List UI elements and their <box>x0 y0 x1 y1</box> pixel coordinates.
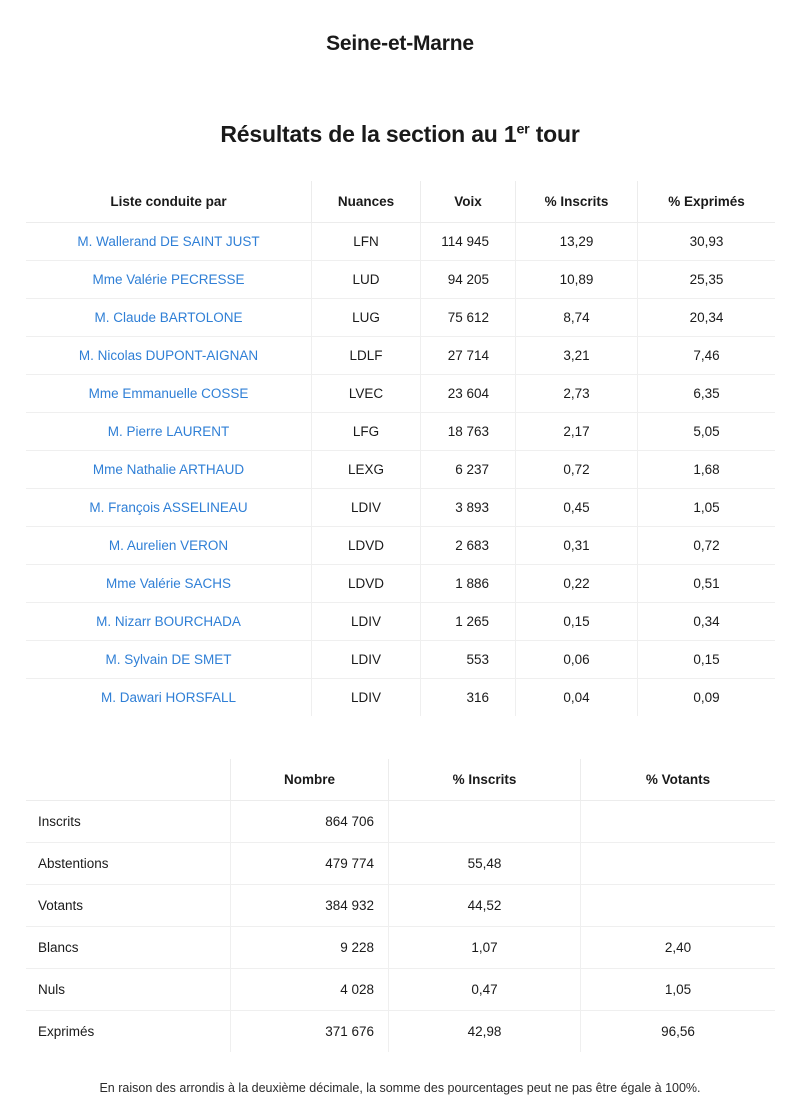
pct-exprimes-value: 6,35 <box>638 374 776 412</box>
candidate-list-link[interactable]: Mme Valérie SACHS <box>26 564 312 602</box>
column-header-pct-inscrits: % Inscrits <box>516 180 638 222</box>
summary-pct-votants-value <box>581 884 776 926</box>
pct-inscrits-value: 13,29 <box>516 222 638 260</box>
voix-value: 94 205 <box>421 260 516 298</box>
table-row <box>26 564 776 602</box>
results-table-body <box>26 222 776 716</box>
summary-nombre-value: 371 676 <box>231 1010 389 1052</box>
nuance-value: LFG <box>312 412 421 450</box>
pct-exprimes-value: 1,05 <box>638 488 776 526</box>
section-title-prefix: Résultats de la section au 1 <box>220 121 517 148</box>
summary-row-label: Votants <box>26 884 231 926</box>
pct-inscrits-value: 0,31 <box>516 526 638 564</box>
table-row <box>26 1010 776 1052</box>
pct-exprimes-value: 0,72 <box>638 526 776 564</box>
column-header-nuances: Nuances <box>312 180 421 222</box>
pct-exprimes-value: 1,68 <box>638 450 776 488</box>
column-header-pct-inscrits: % Inscrits <box>389 758 581 800</box>
nuance-value: LDIV <box>312 488 421 526</box>
table-row <box>26 602 776 640</box>
candidate-list-link[interactable]: M. Nicolas DUPONT-AIGNAN <box>26 336 312 374</box>
voix-value: 553 <box>421 640 516 678</box>
summary-pct-votants-value: 2,40 <box>581 926 776 968</box>
table-row <box>26 412 776 450</box>
nuance-value: LDIV <box>312 602 421 640</box>
summary-nombre-value: 384 932 <box>231 884 389 926</box>
voix-value: 27 714 <box>421 336 516 374</box>
summary-pct-votants-value <box>581 800 776 842</box>
pct-inscrits-value: 0,15 <box>516 602 638 640</box>
column-header-pct-exprimes: % Exprimés <box>638 180 776 222</box>
column-header-voix: Voix <box>421 180 516 222</box>
voix-value: 6 237 <box>421 450 516 488</box>
summary-pct-inscrits-value: 42,98 <box>389 1010 581 1052</box>
rounding-footnote: En raison des arrondis à la deuxième décimale, la somme des pourcentages peut ne pas être égale à 100%. <box>99 1080 701 1095</box>
voix-value: 23 604 <box>421 374 516 412</box>
voix-value: 18 763 <box>421 412 516 450</box>
summary-row-label: Inscrits <box>26 800 231 842</box>
nuance-value: LDVD <box>312 526 421 564</box>
section-title-ordinal-suffix: er <box>516 121 530 138</box>
pct-inscrits-value: 0,06 <box>516 640 638 678</box>
column-header-blank <box>26 758 231 800</box>
summary-nombre-value: 9 228 <box>231 926 389 968</box>
table-row <box>26 298 776 336</box>
table-row <box>26 374 776 412</box>
voix-value: 75 612 <box>421 298 516 336</box>
nuance-value: LDIV <box>312 678 421 716</box>
column-header-liste: Liste conduite par <box>26 180 312 222</box>
candidate-list-link[interactable]: M. Claude BARTOLONE <box>26 298 312 336</box>
results-table <box>25 180 776 717</box>
nuance-value: LEXG <box>312 450 421 488</box>
summary-table-body <box>26 800 776 1052</box>
pct-exprimes-value: 0,51 <box>638 564 776 602</box>
pct-exprimes-value: 0,09 <box>638 678 776 716</box>
section-title <box>25 56 775 149</box>
summary-pct-inscrits-value: 44,52 <box>389 884 581 926</box>
table-row <box>26 968 776 1010</box>
table-row <box>26 488 776 526</box>
summary-pct-inscrits-value: 55,48 <box>389 842 581 884</box>
summary-row-label: Nuls <box>26 968 231 1010</box>
pct-inscrits-value: 3,21 <box>516 336 638 374</box>
summary-nombre-value: 864 706 <box>231 800 389 842</box>
pct-exprimes-value: 25,35 <box>638 260 776 298</box>
section-title-suffix: tour <box>529 121 580 148</box>
table-row <box>26 640 776 678</box>
nuance-value: LUD <box>312 260 421 298</box>
pct-inscrits-value: 8,74 <box>516 298 638 336</box>
summary-pct-inscrits-value: 1,07 <box>389 926 581 968</box>
summary-table-header <box>26 758 776 800</box>
candidate-list-link[interactable]: Mme Emmanuelle COSSE <box>26 374 312 412</box>
summary-row-label: Abstentions <box>26 842 231 884</box>
pct-inscrits-value: 0,45 <box>516 488 638 526</box>
voix-value: 3 893 <box>421 488 516 526</box>
table-row <box>26 842 776 884</box>
candidate-list-link[interactable]: M. Nizarr BOURCHADA <box>26 602 312 640</box>
summary-nombre-value: 479 774 <box>231 842 389 884</box>
summary-pct-inscrits-value: 0,47 <box>389 968 581 1010</box>
column-header-pct-votants: % Votants <box>581 758 776 800</box>
summary-row-label: Exprimés <box>26 1010 231 1052</box>
summary-pct-votants-value: 96,56 <box>581 1010 776 1052</box>
summary-table <box>25 758 776 1053</box>
candidate-list-link[interactable]: M. Dawari HORSFALL <box>26 678 312 716</box>
table-row <box>26 526 776 564</box>
pct-inscrits-value: 2,17 <box>516 412 638 450</box>
nuance-value: LFN <box>312 222 421 260</box>
voix-value: 316 <box>421 678 516 716</box>
summary-pct-votants-value <box>581 842 776 884</box>
pct-exprimes-value: 0,34 <box>638 602 776 640</box>
page-title: Seine-et-Marne <box>326 32 474 55</box>
voix-value: 1 265 <box>421 602 516 640</box>
nuance-value: LUG <box>312 298 421 336</box>
candidate-list-link[interactable]: M. Aurelien VERON <box>26 526 312 564</box>
pct-inscrits-value: 0,04 <box>516 678 638 716</box>
pct-exprimes-value: 30,93 <box>638 222 776 260</box>
summary-row-label: Blancs <box>26 926 231 968</box>
table-row <box>26 926 776 968</box>
candidate-list-link[interactable]: M. Pierre LAURENT <box>26 412 312 450</box>
nuance-value: LDIV <box>312 640 421 678</box>
nuance-value: LDLF <box>312 336 421 374</box>
summary-pct-inscrits-value <box>389 800 581 842</box>
table-row <box>26 450 776 488</box>
results-table-header <box>26 180 776 222</box>
table-row <box>26 678 776 716</box>
nuance-value: LVEC <box>312 374 421 412</box>
pct-inscrits-value: 0,72 <box>516 450 638 488</box>
candidate-list-link[interactable]: M. François ASSELINEAU <box>26 488 312 526</box>
pct-exprimes-value: 0,15 <box>638 640 776 678</box>
table-row <box>26 800 776 842</box>
column-header-nombre: Nombre <box>231 758 389 800</box>
voix-value: 1 886 <box>421 564 516 602</box>
pct-exprimes-value: 5,05 <box>638 412 776 450</box>
table-row <box>26 884 776 926</box>
pct-inscrits-value: 10,89 <box>516 260 638 298</box>
candidate-list-link[interactable]: M. Sylvain DE SMET <box>26 640 312 678</box>
table-header-row <box>26 180 776 222</box>
table-row <box>26 260 776 298</box>
nuance-value: LDVD <box>312 564 421 602</box>
voix-value: 2 683 <box>421 526 516 564</box>
candidate-list-link[interactable]: Mme Valérie PECRESSE <box>26 260 312 298</box>
table-header-row <box>26 758 776 800</box>
candidate-list-link[interactable]: M. Wallerand DE SAINT JUST <box>26 222 312 260</box>
pct-exprimes-value: 20,34 <box>638 298 776 336</box>
table-row <box>26 336 776 374</box>
summary-pct-votants-value: 1,05 <box>581 968 776 1010</box>
table-row <box>26 222 776 260</box>
pct-exprimes-value: 7,46 <box>638 336 776 374</box>
candidate-list-link[interactable]: Mme Nathalie ARTHAUD <box>26 450 312 488</box>
voix-value: 114 945 <box>421 222 516 260</box>
summary-nombre-value: 4 028 <box>231 968 389 1010</box>
pct-inscrits-value: 0,22 <box>516 564 638 602</box>
pct-inscrits-value: 2,73 <box>516 374 638 412</box>
